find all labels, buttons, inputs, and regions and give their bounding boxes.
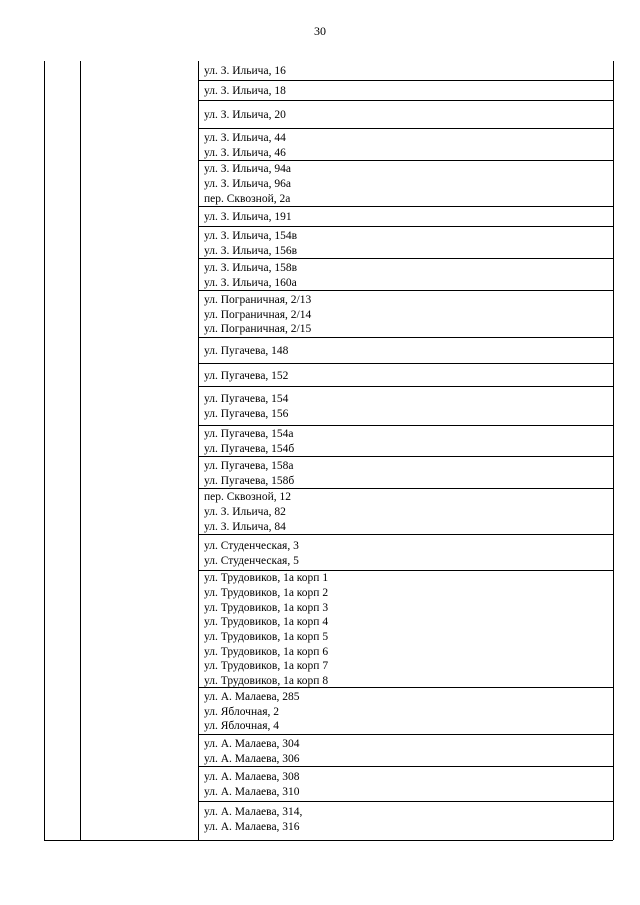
table-row	[199, 387, 613, 426]
address-line: ул. Студенческая, 3	[204, 539, 299, 552]
table-row	[199, 81, 613, 101]
table-row	[199, 61, 613, 81]
address-line: ул. З. Ильича, 96а	[204, 178, 291, 191]
page-number: 30	[314, 24, 326, 38]
table-row	[199, 688, 613, 735]
address-line: ул. З. Ильича, 82	[204, 506, 286, 519]
table-row	[199, 457, 613, 489]
address-line: ул. Пограничная, 2/15	[204, 323, 312, 336]
address-line: ул. Пугачева, 156	[204, 408, 289, 420]
address-line: ул. З. Ильича, 16	[204, 65, 286, 78]
table-row	[199, 161, 613, 207]
table-row	[199, 101, 613, 129]
address-line: ул. Яблочная, 2	[204, 705, 279, 718]
address-table	[44, 61, 613, 841]
column-divider	[80, 61, 81, 840]
address-line: ул. З. Ильича, 44	[204, 131, 286, 144]
address-line: ул. А. Малаева, 314,	[204, 806, 303, 819]
table-row	[199, 489, 613, 535]
table-row	[199, 259, 613, 291]
address-line: ул. А. Малаева, 316	[204, 821, 300, 833]
address-line: пер. Сквозной, 12	[204, 491, 291, 504]
table-row	[199, 767, 613, 802]
address-line: ул. З. Ильича, 94а	[204, 163, 291, 176]
address-line: ул. Пугачева, 158б	[204, 474, 295, 487]
address-line: ул. Трудовиков, 1а корп 1	[204, 572, 329, 585]
address-line: ул. Трудовиков, 1а корп 5	[204, 631, 329, 643]
address-line: ул. З. Ильича, 191	[204, 211, 292, 224]
address-line: ул. З. Ильича, 46	[204, 146, 286, 159]
address-line: ул. Трудовиков, 1а корп 2	[204, 586, 329, 599]
address-line: ул. Трудовиков, 1а корп 4	[204, 616, 329, 629]
address-line: ул. З. Ильича, 160а	[204, 276, 297, 289]
address-line: ул. З. Ильича, 158в	[204, 261, 298, 274]
address-column	[199, 61, 613, 836]
table-row	[199, 129, 613, 161]
table-row	[199, 571, 613, 688]
address-line: ул. А. Малаева, 306	[204, 752, 300, 765]
address-line: ул. Пугачева, 154	[204, 393, 289, 406]
address-line: ул. Пугачева, 154а	[204, 428, 294, 441]
address-line: ул. Пограничная, 2/14	[204, 308, 312, 321]
address-line: ул. Пограничная, 2/13	[204, 293, 312, 306]
address-line: ул. Трудовиков, 1а корп 7	[204, 660, 329, 673]
table-row	[199, 338, 613, 364]
address-line: ул. З. Ильича, 84	[204, 520, 286, 533]
table-row	[199, 207, 613, 227]
address-line: ул. З. Ильича, 156в	[204, 244, 298, 257]
table-row	[199, 291, 613, 338]
table-row	[199, 227, 613, 259]
column-divider	[613, 61, 614, 840]
address-line: ул. Трудовиков, 1а корп 3	[204, 601, 329, 614]
address-line: ул. Пугачева, 154б	[204, 443, 295, 455]
address-line: ул. З. Ильича, 20	[204, 109, 286, 122]
address-line: ул. А. Малаева, 308	[204, 771, 300, 784]
address-line: ул. А. Малаева, 310	[204, 786, 300, 798]
address-line: ул. Пугачева, 148	[204, 345, 289, 358]
table-row	[199, 535, 613, 571]
table-row	[199, 735, 613, 767]
table-row	[199, 364, 613, 387]
address-line: ул. Яблочная, 4	[204, 720, 279, 733]
address-line: ул. А. Малаева, 285	[204, 690, 300, 703]
address-line: ул. З. Ильича, 18	[204, 85, 286, 98]
address-line: пер. Сквозной, 2а	[204, 192, 291, 205]
address-line: ул. А. Малаева, 304	[204, 737, 300, 750]
address-line: ул. Пугачева, 158а	[204, 459, 294, 472]
address-line: ул. З. Ильича, 154в	[204, 229, 298, 242]
address-line: ул. Трудовиков, 1а корп 8	[204, 675, 329, 688]
address-line: ул. Пугачева, 152	[204, 369, 289, 382]
address-line: ул. Трудовиков, 1а корп 6	[204, 645, 329, 658]
table-row	[199, 802, 613, 836]
table-row	[199, 426, 613, 457]
address-line: ул. Студенческая, 5	[204, 554, 299, 567]
